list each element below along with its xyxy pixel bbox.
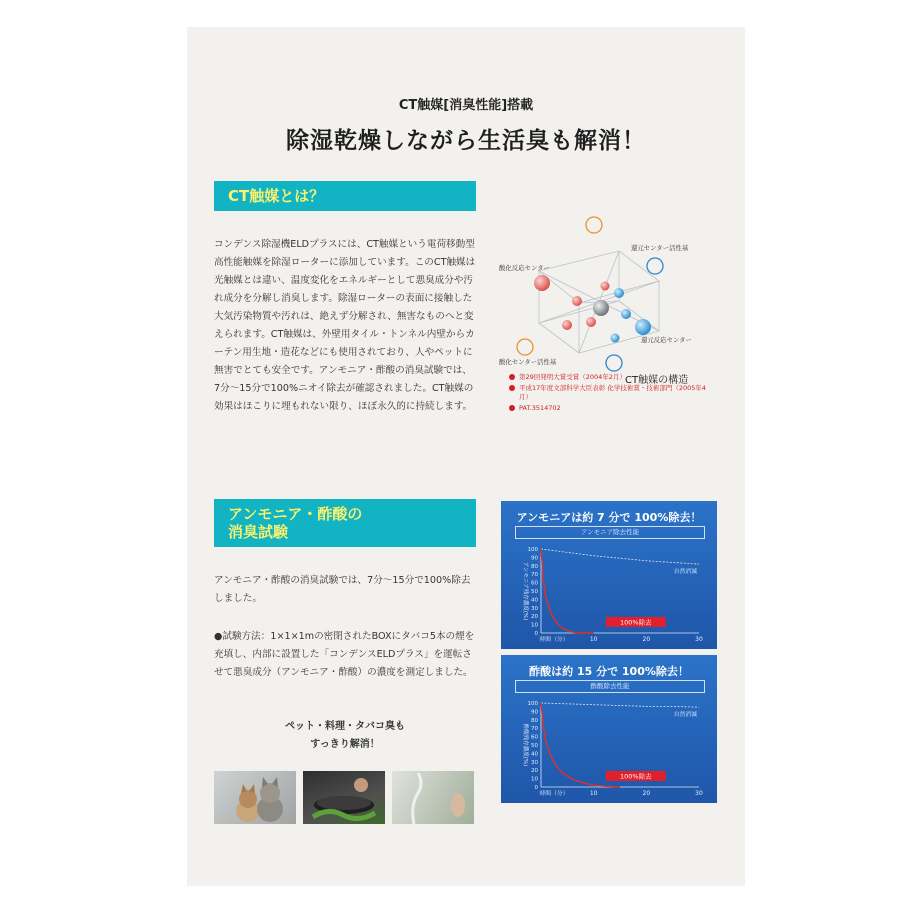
section-heading-line1: アンモニア・酢酸の	[228, 505, 363, 523]
series-label: 自然消滅	[673, 712, 697, 719]
y-tick-label: 100	[527, 547, 538, 553]
ring-blue-right	[647, 258, 663, 274]
y-tick-label: 70	[531, 726, 538, 733]
y-tick-label: 30	[531, 605, 538, 612]
y-tick-label: 0	[534, 631, 538, 637]
y-tick-label: 80	[531, 717, 538, 724]
sphere-red-large	[534, 275, 550, 291]
annotation-label: 100%除去	[620, 772, 652, 781]
cats-image	[214, 771, 296, 824]
award-item: 第29回発明大賞受賞（2004年2月）	[509, 373, 709, 382]
content-sheet	[187, 27, 745, 886]
ct-description: コンデンス除湿機ELDプラスには、CT触媒という電荷移動型高性能触媒を除湿ローターに添加しています。このCT触媒は光触媒とは違い、温度変化をエネルギーとして悪臭成分や汚れ成分を分解し消臭します。除湿ローターの表面に接触した大気汚染物質や汚れは、絶えず分解され、無害なものへと変えられます。CT触媒は、外壁用タイル・トンネル内壁からカーテン用生地・造花などにも使用されており、人やペットに無害でとても安全です。アンモニア・酢酸の消臭試験では、7分〜15分で100%ニオイ除去が確認されました。CT触媒の効果はほこりに埋もれない限り、ほぼ永久的に持続します。	[214, 239, 476, 412]
x-axis-label: 時間（分）	[539, 791, 569, 797]
bullet-dot-icon	[509, 405, 515, 411]
cats-photo	[214, 771, 296, 824]
award-list	[509, 373, 709, 415]
label-oxidation-active: 酸化センター活性基	[499, 358, 557, 366]
y-tick-label: 50	[531, 743, 538, 749]
structure-caption: CT触媒の構造	[625, 375, 689, 386]
chart-subtitle: 酢酸除去性能	[515, 680, 705, 693]
section-heading-line2: 消臭試験	[228, 523, 289, 541]
ring-orange-top	[586, 217, 602, 233]
y-axis-label: 酢酸残存濃度(%)	[522, 723, 528, 767]
sphere-red	[586, 317, 596, 327]
label-oxidation-center: 酸化反応センター	[499, 264, 550, 272]
cooking-image	[303, 771, 385, 824]
x-tick-label: 30	[695, 636, 703, 643]
y-tick-label: 0	[534, 785, 538, 791]
y-tick-label: 30	[531, 759, 538, 766]
x-tick-label: 10	[589, 790, 598, 797]
y-tick-label: 90	[531, 555, 538, 562]
series-line	[541, 703, 699, 707]
smoke-image	[392, 771, 474, 824]
chart-subtitle: アンモニア除去性能	[515, 526, 705, 539]
ammonia-chart-panel	[501, 501, 717, 649]
ammonia-chart	[501, 501, 717, 649]
y-tick-label: 60	[531, 734, 538, 741]
y-tick-label: 60	[531, 580, 538, 587]
series-line	[541, 549, 594, 633]
sphere-blue	[611, 334, 620, 343]
headline: 除湿乾燥しながら生活臭も解消！	[286, 128, 646, 154]
sphere-red	[572, 296, 582, 306]
y-tick-label: 80	[531, 563, 538, 570]
y-tick-label: 10	[531, 776, 538, 783]
section-heading-ct	[214, 181, 476, 211]
test-method: ●試験方法：1×1×1mの密閉されたBOXにタバコ5本の煙を充填し、内部に設置した「コンデンスELDプラス」を運転させて悪臭成分（アンモニア・酢酸）の濃度を測定しました。	[214, 631, 475, 678]
x-axis-label: 時間（分）	[539, 637, 569, 643]
y-tick-label: 20	[531, 614, 538, 621]
y-tick-label: 100	[527, 701, 538, 707]
x-tick-label: 10	[589, 636, 598, 643]
y-tick-label: 70	[531, 572, 538, 579]
award-item: 平成17年度文部科学大臣表彰 化学技術賞・技術部門（2005年4月）	[509, 384, 709, 402]
sphere-blue-large	[635, 319, 651, 335]
acetic-chart	[501, 655, 717, 803]
x-tick-label: 20	[642, 790, 651, 797]
acetic-chart-panel	[501, 655, 717, 803]
bullet-dot-icon	[509, 374, 515, 380]
ring-blue-bottom	[606, 355, 622, 371]
sphere-gray-center	[593, 300, 609, 316]
chart-title: アンモニアは約 7 分で 100%除去！	[516, 511, 702, 524]
label-reduction-center: 還元反応センター	[641, 336, 692, 344]
sphere-red	[601, 282, 610, 291]
award-item: PAT.3514702	[509, 404, 709, 413]
x-tick-label: 30	[695, 790, 703, 797]
annotation-label: 100%除去	[620, 618, 652, 627]
sphere-blue	[614, 288, 624, 298]
series-line	[541, 549, 699, 564]
sphere-blue	[621, 309, 631, 319]
eyebrow-title: CT触媒[消臭性能]搭載	[398, 98, 534, 113]
y-tick-label: 40	[531, 597, 538, 604]
section-heading-text: CT触媒とは？	[228, 187, 325, 205]
y-tick-label: 50	[531, 589, 538, 595]
section-heading-test	[214, 499, 476, 547]
cooking-photo	[303, 771, 385, 824]
pets-tagline: ペット・料理・タバコ臭も すっきり解消！	[285, 721, 405, 750]
chart-title: 酢酸は約 15 分で 100%除去！	[529, 665, 689, 678]
y-tick-label: 40	[531, 751, 538, 758]
y-tick-label: 20	[531, 768, 538, 775]
y-axis-label: アンモニア残存濃度(%)	[522, 561, 528, 621]
label-reduction-active: 還元センター活性基	[631, 244, 689, 252]
sphere-red	[562, 320, 572, 330]
x-tick-label: 20	[642, 636, 651, 643]
bullet-dot-icon	[509, 385, 515, 391]
y-tick-label: 10	[531, 622, 538, 629]
smoking-photo	[392, 771, 474, 824]
ring-orange-bottom	[517, 339, 533, 355]
y-tick-label: 90	[531, 709, 538, 716]
test-summary: アンモニア・酢酸の消臭試験では、7分〜15分で100%除去しました。	[214, 575, 471, 604]
series-label: 自然消滅	[673, 569, 697, 576]
